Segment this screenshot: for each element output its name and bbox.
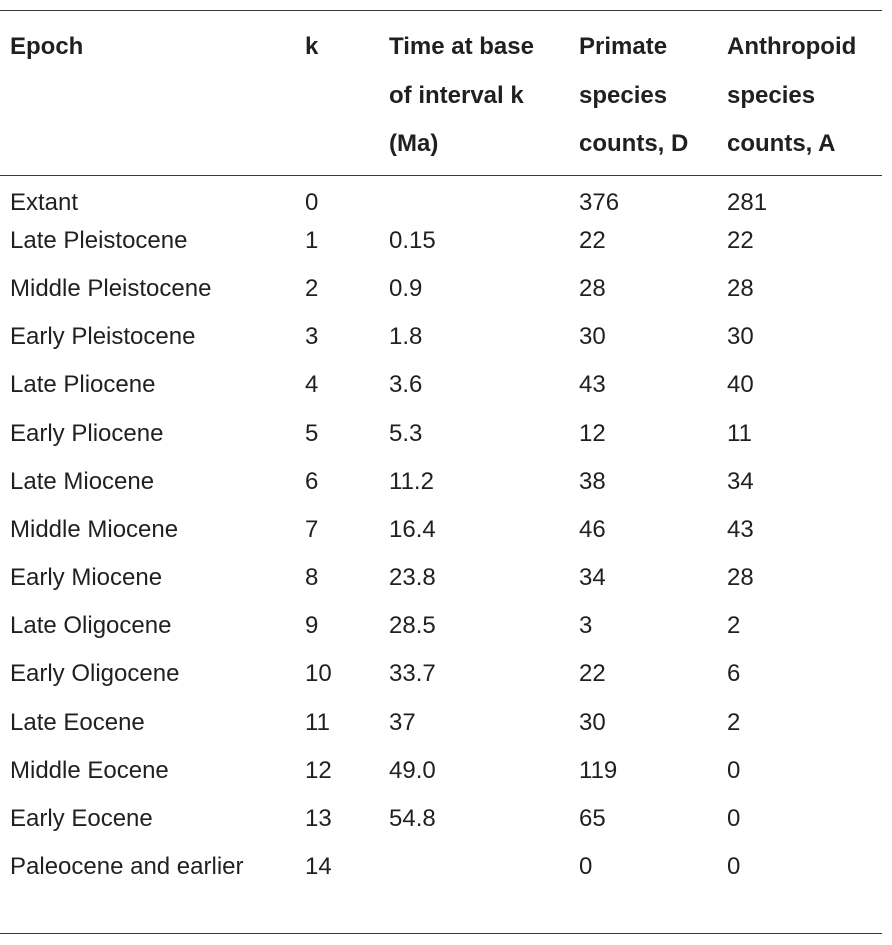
cell-epoch: Extant — [10, 188, 79, 216]
cell-time: 49.0 — [389, 756, 436, 784]
cell-anthropoid-count: 6 — [727, 660, 741, 688]
cell-epoch: Early Eocene — [10, 805, 153, 833]
cell-time — [389, 169, 579, 217]
header-anthropoid-line-3: counts, A — [727, 130, 836, 157]
cell-epoch: Middle Miocene — [10, 515, 179, 543]
cell-anthropoid-count: 2 — [727, 612, 741, 640]
cell-primate-count: 28 — [579, 274, 606, 302]
table-row — [0, 361, 882, 409]
cell-k: 4 — [305, 371, 319, 399]
cell-epoch: Early Pliocene — [10, 419, 164, 447]
header-time — [389, 0, 579, 169]
cell-time: 3.6 — [389, 371, 423, 399]
header-primate-line-1: Primate — [579, 33, 668, 60]
cell-k: 11 — [305, 708, 330, 736]
cell-anthropoid-count: 0 — [727, 805, 741, 833]
cell-time: 5.3 — [389, 419, 423, 447]
cell-primate-count: 65 — [579, 805, 606, 833]
cell-epoch: Early Oligocene — [10, 660, 180, 688]
cell-epoch: Late Pleistocene — [10, 226, 188, 254]
header-row — [0, 0, 882, 169]
cell-time: 11.2 — [389, 467, 434, 495]
table-row — [0, 217, 882, 265]
cell-primate-count: 30 — [579, 323, 606, 351]
table-bottom-rule — [0, 933, 882, 934]
cell-anthropoid-count: 28 — [727, 274, 754, 302]
cell-epoch: Late Pliocene — [10, 371, 156, 399]
cell-epoch: Early Miocene — [10, 564, 163, 592]
cell-epoch: Late Miocene — [10, 467, 155, 495]
table-row — [0, 843, 882, 891]
cell-anthropoid-count: 22 — [727, 226, 754, 254]
table-row — [0, 650, 882, 698]
table-row — [0, 409, 882, 457]
cell-time: 16.4 — [389, 515, 436, 543]
table-header — [0, 0, 882, 169]
cell-primate-count: 12 — [579, 419, 606, 447]
cell-anthropoid-count: 43 — [727, 515, 754, 543]
cell-anthropoid-count: 28 — [727, 564, 754, 592]
header-primate — [579, 0, 727, 169]
cell-anthropoid-count: 0 — [727, 853, 741, 881]
cell-time: 0.15 — [389, 226, 436, 254]
cell-k: 1 — [305, 226, 319, 254]
table-row — [0, 313, 882, 361]
table-row — [0, 554, 882, 602]
cell-epoch: Middle Eocene — [10, 756, 169, 784]
cell-primate-count: 22 — [579, 660, 606, 688]
table-row — [0, 602, 882, 650]
table-row — [0, 795, 882, 843]
header-anthropoid — [727, 0, 882, 169]
cell-time: 28.5 — [389, 612, 436, 640]
cell-anthropoid-count: 2 — [727, 708, 741, 736]
cell-primate-count: 38 — [579, 467, 606, 495]
cell-time: 54.8 — [389, 805, 436, 833]
cell-time: 33.7 — [389, 660, 436, 688]
cell-anthropoid-count: 281 — [727, 188, 768, 216]
header-time-line-3: (Ma) — [389, 130, 439, 157]
header-anthropoid-line-2: species — [727, 81, 816, 109]
header-primate-line-3: counts, D — [579, 130, 689, 157]
cell-k: 13 — [305, 805, 332, 833]
header-time-line-2: of interval k — [389, 81, 524, 109]
cell-k: 0 — [305, 188, 319, 216]
cell-anthropoid-count: 40 — [727, 371, 754, 399]
cell-k: 5 — [305, 419, 319, 447]
header-primate-line-2: species — [579, 81, 668, 109]
table-row — [0, 169, 882, 217]
cell-anthropoid-count: 34 — [727, 467, 754, 495]
cell-time: 23.8 — [389, 564, 436, 592]
table-row — [0, 506, 882, 554]
cell-epoch: Paleocene and earlier — [10, 853, 244, 881]
cell-time: 1.8 — [389, 323, 423, 351]
table-row — [0, 747, 882, 795]
cell-primate-count: 119 — [579, 756, 618, 784]
header-anthropoid-line-1: Anthropoid — [727, 33, 857, 60]
cell-primate-count: 30 — [579, 708, 606, 736]
table-row — [0, 265, 882, 313]
cell-k: 14 — [305, 853, 332, 881]
cell-k: 12 — [305, 756, 332, 784]
cell-k: 7 — [305, 515, 319, 543]
cell-primate-count: 34 — [579, 564, 606, 592]
cell-primate-count: 43 — [579, 371, 606, 399]
cell-k: 8 — [305, 564, 319, 592]
cell-k: 2 — [305, 274, 319, 302]
cell-time: 37 — [389, 708, 416, 736]
header-k — [305, 0, 389, 169]
cell-anthropoid-count: 0 — [727, 756, 741, 784]
cell-k: 10 — [305, 660, 332, 688]
cell-primate-count: 376 — [579, 188, 620, 216]
cell-epoch: Late Oligocene — [10, 612, 172, 640]
cell-anthropoid-count: 30 — [727, 323, 754, 351]
cell-time: 0.9 — [389, 274, 423, 302]
cell-k: 6 — [305, 467, 319, 495]
cell-epoch: Middle Pleistocene — [10, 274, 212, 302]
cell-k: 3 — [305, 323, 319, 351]
header-epoch-line: Epoch — [10, 33, 84, 60]
header-epoch — [0, 0, 305, 169]
cell-primate-count: 3 — [579, 612, 593, 640]
cell-epoch: Late Eocene — [10, 708, 145, 736]
cell-k: 9 — [305, 612, 319, 640]
header-time-line-1: Time at base — [389, 33, 534, 60]
table-row — [0, 699, 882, 747]
cell-primate-count: 22 — [579, 226, 606, 254]
table-body — [0, 169, 882, 892]
cell-time — [389, 843, 579, 891]
table-row — [0, 458, 882, 506]
cell-primate-count: 0 — [579, 853, 593, 881]
cell-epoch: Early Pleistocene — [10, 323, 196, 351]
cell-primate-count: 46 — [579, 515, 606, 543]
cell-anthropoid-count: 11 — [727, 419, 752, 447]
header-k-line: k — [305, 33, 319, 60]
